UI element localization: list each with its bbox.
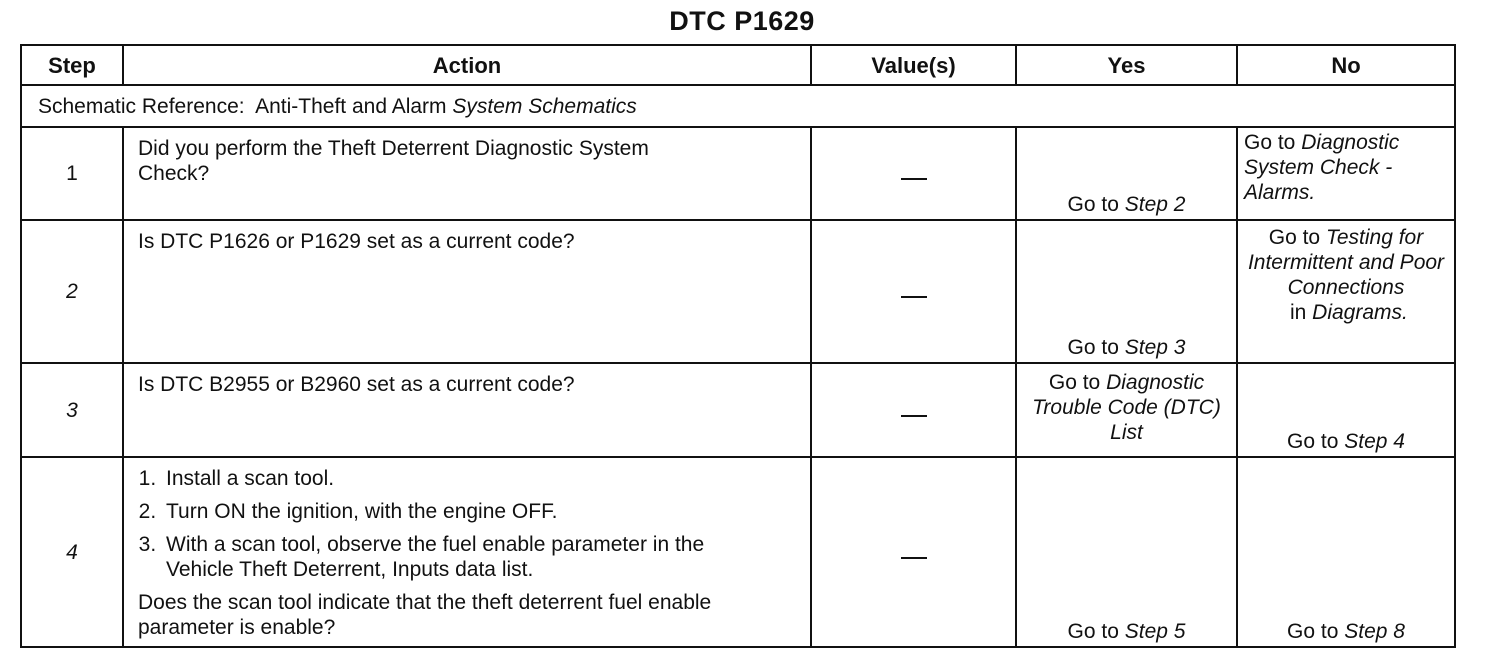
table-row: [21, 363, 1455, 457]
instruction-item: 3. With a scan tool, observe the fuel enable parameter in the Vehicle Theft Deterrent, Inputs data list.: [162, 532, 766, 582]
no-link: Step 4: [1344, 430, 1405, 453]
step-number: 3: [21, 363, 123, 457]
instruction-item: 1. Install a scan tool.: [162, 466, 800, 491]
no-cell: [1237, 220, 1455, 363]
action-question: Is DTC B2955 or B2960 set as a current code?: [138, 373, 575, 396]
header-step: Step: [21, 45, 123, 85]
table-row: [21, 220, 1455, 363]
no-prefix: Go to: [1287, 620, 1345, 643]
yes-prefix: Go to: [1067, 620, 1125, 643]
yes-link: Diagnostic Trouble Code (DTC) List: [1032, 371, 1221, 444]
instruction-list: [138, 466, 800, 582]
value-cell: [811, 457, 1016, 647]
value-dash: [901, 296, 927, 298]
yes-cell: [1016, 457, 1237, 647]
schematic-row: [21, 85, 1455, 127]
value-cell: [811, 220, 1016, 363]
no-prefix: Go to: [1287, 430, 1345, 453]
action-question: Does the scan tool indicate that the theft deterrent fuel enable parameter is enable?: [138, 591, 712, 639]
yes-prefix: Go to: [1067, 336, 1125, 359]
page-title: DTC P1629: [669, 6, 815, 36]
table-row: [21, 457, 1455, 647]
no-mid: in: [1284, 301, 1313, 324]
value-dash: [901, 557, 927, 559]
schematic-reference: [21, 85, 1455, 127]
step-number: 4: [21, 457, 123, 647]
no-link: Step 8: [1344, 620, 1405, 643]
yes-link: Step 3: [1124, 336, 1186, 359]
value-dash: [901, 415, 927, 417]
step-number: 2: [21, 220, 123, 363]
no-cell: [1237, 127, 1455, 220]
action-text: [123, 363, 811, 457]
header-action: Action: [123, 45, 811, 85]
yes-cell: [1016, 220, 1237, 363]
value-cell: [811, 363, 1016, 457]
value-cell: [811, 127, 1016, 220]
yes-cell: [1016, 127, 1237, 220]
schematic-prefix: Schematic Reference: Anti-Theft and Alarm: [38, 94, 453, 118]
no-cell: [1237, 363, 1455, 457]
schematic-link: System Schematics: [452, 94, 637, 118]
diagnostic-table: [20, 44, 1456, 648]
header-yes: Yes: [1016, 45, 1237, 85]
step-number: 1: [21, 127, 123, 220]
action-text: [123, 457, 811, 647]
yes-link: Step 2: [1124, 193, 1186, 216]
yes-link: Step 5: [1124, 620, 1186, 643]
action-question: Is DTC P1626 or P1629 set as a current code?: [138, 230, 575, 253]
yes-prefix: Go to: [1067, 193, 1125, 216]
header-values: Value(s): [811, 45, 1016, 85]
action-question: Did you perform the Theft Deterrent Diagnostic System Check?: [138, 137, 649, 185]
value-dash: [901, 178, 927, 180]
header-no: No: [1237, 45, 1455, 85]
yes-cell: [1016, 363, 1237, 457]
no-link: Testing for Intermittent and Poor Connections: [1247, 226, 1445, 299]
instruction-item: 2. Turn ON the ignition, with the engine OFF.: [162, 499, 800, 524]
yes-prefix: Go to: [1048, 371, 1107, 394]
no-prefix: Go to: [1244, 131, 1302, 154]
no-link-diagrams: Diagrams.: [1312, 301, 1408, 324]
action-text: [123, 220, 811, 363]
no-link: Diagnostic System Check - Alarms.: [1244, 131, 1400, 204]
action-text: [123, 127, 811, 220]
no-cell: [1237, 457, 1455, 647]
header-row: [21, 45, 1455, 85]
table-row: [21, 127, 1455, 220]
no-prefix: Go to: [1268, 226, 1326, 249]
